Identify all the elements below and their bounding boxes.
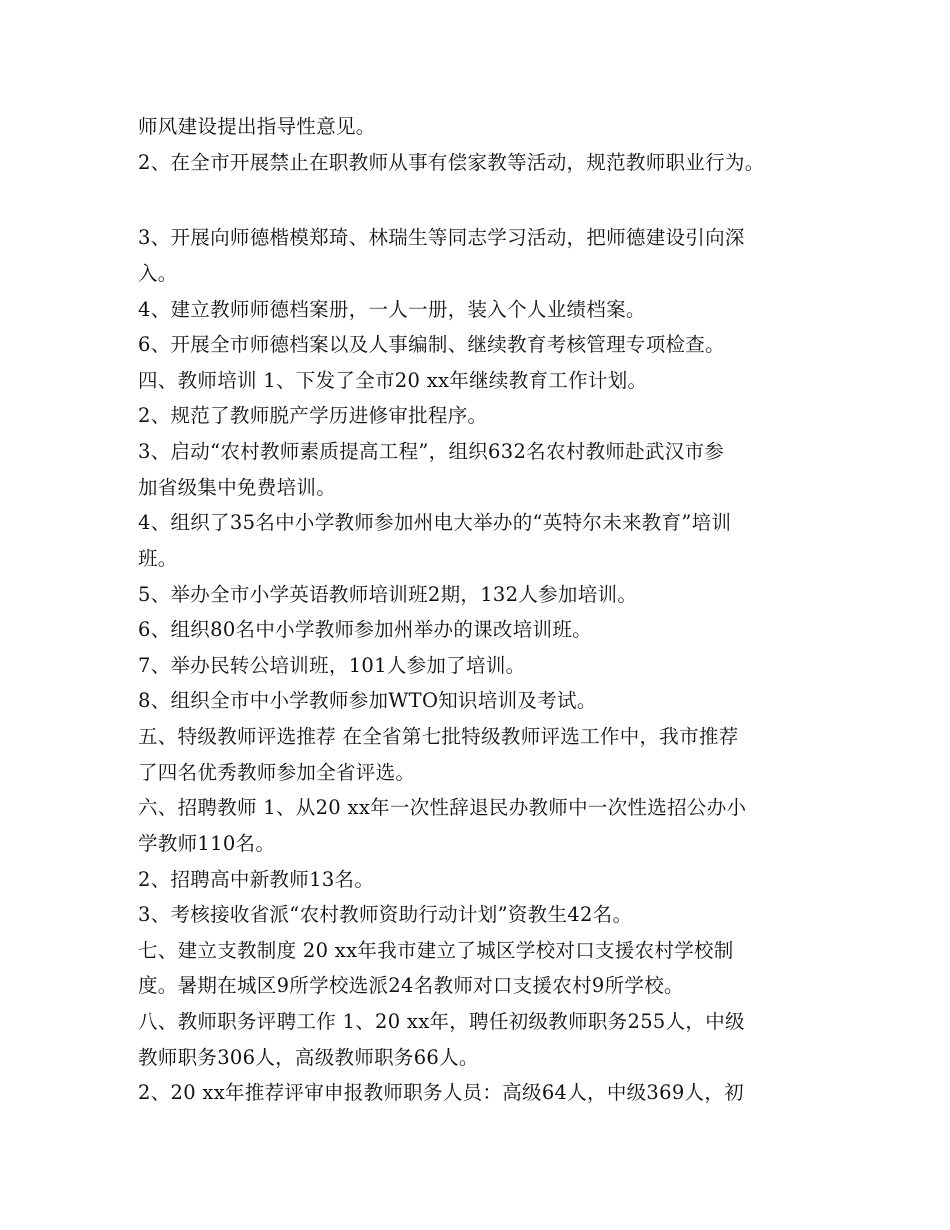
text-line: 2、规范了教师脱产学历进修审批程序。 [138, 404, 488, 427]
text-line: 了四名优秀教师参加全省评选。 [138, 761, 416, 784]
text-line: 教师职务306人，高级教师职务66人。 [138, 1046, 479, 1069]
text-line: 班。 [138, 547, 178, 570]
text-line: 7、举办民转公培训班，101人参加了培训。 [138, 654, 526, 677]
text-line: 3、考核接收省派“农村教师资助行动计划”资教生42名。 [138, 903, 633, 926]
text-line: 六、招聘教师 1、从20 xx年一次性辞退民办教师中一次性选招公办小 [138, 796, 747, 819]
text-line: 8、组织全市中小学教师参加WTO知识培训及考试。 [138, 689, 597, 712]
text-line: 学教师110名。 [138, 832, 276, 855]
text-line: 4、建立教师师德档案册，一人一册，装入个人业绩档案。 [138, 298, 646, 321]
text-line: 6、组织80名中小学教师参加州举办的课改培训班。 [138, 618, 592, 641]
text-line: 2、招聘高中新教师13名。 [138, 868, 375, 891]
text-line: 度。暑期在城区9所学校选派24名教师对口支援农村9所学校。 [138, 974, 684, 997]
text-line: 四、教师培训 1、下发了全市20 xx年继续教育工作计划。 [138, 369, 648, 392]
text-line: 五、特级教师评选推荐 在全省第七批特级教师评选工作中，我市推荐 [138, 725, 739, 748]
text-line: 七、建立支教制度 20 xx年我市建立了城区学校对口支援农村学校制 [138, 939, 734, 962]
text-line: 3、开展向师德楷模郑琦、林瑞生等同志学习活动，把师德建设引向深 [138, 226, 745, 249]
text-line: 师风建设提出指导性意见。 [138, 115, 376, 138]
text-line: 3、启动“农村教师素质提高工程”，组织632名农村教师赴武汉市参 [138, 440, 725, 463]
text-line: 6、开展全市师德档案以及人事编制、继续教育考核管理专项检查。 [138, 333, 725, 356]
text-line: 入。 [138, 262, 178, 285]
text-line: 加省级集中免费培训。 [138, 476, 337, 499]
text-line: 4、组织了35名中小学教师参加州电大举办的“英特尔未来教育”培训 [138, 511, 732, 534]
text-line: 5、举办全市小学英语教师培训班2期，132人参加培训。 [138, 583, 638, 606]
text-line: 2、在全市开展禁止在职教师从事有偿家教等活动，规范教师职业行为。 [138, 151, 765, 174]
text-line: 2、20 xx年推荐评审申报教师职务人员：高级64人，中级369人，初 [138, 1081, 744, 1104]
text-line: 八、教师职务评聘工作 1、20 xx年，聘任初级教师职务255人，中级 [138, 1010, 745, 1033]
